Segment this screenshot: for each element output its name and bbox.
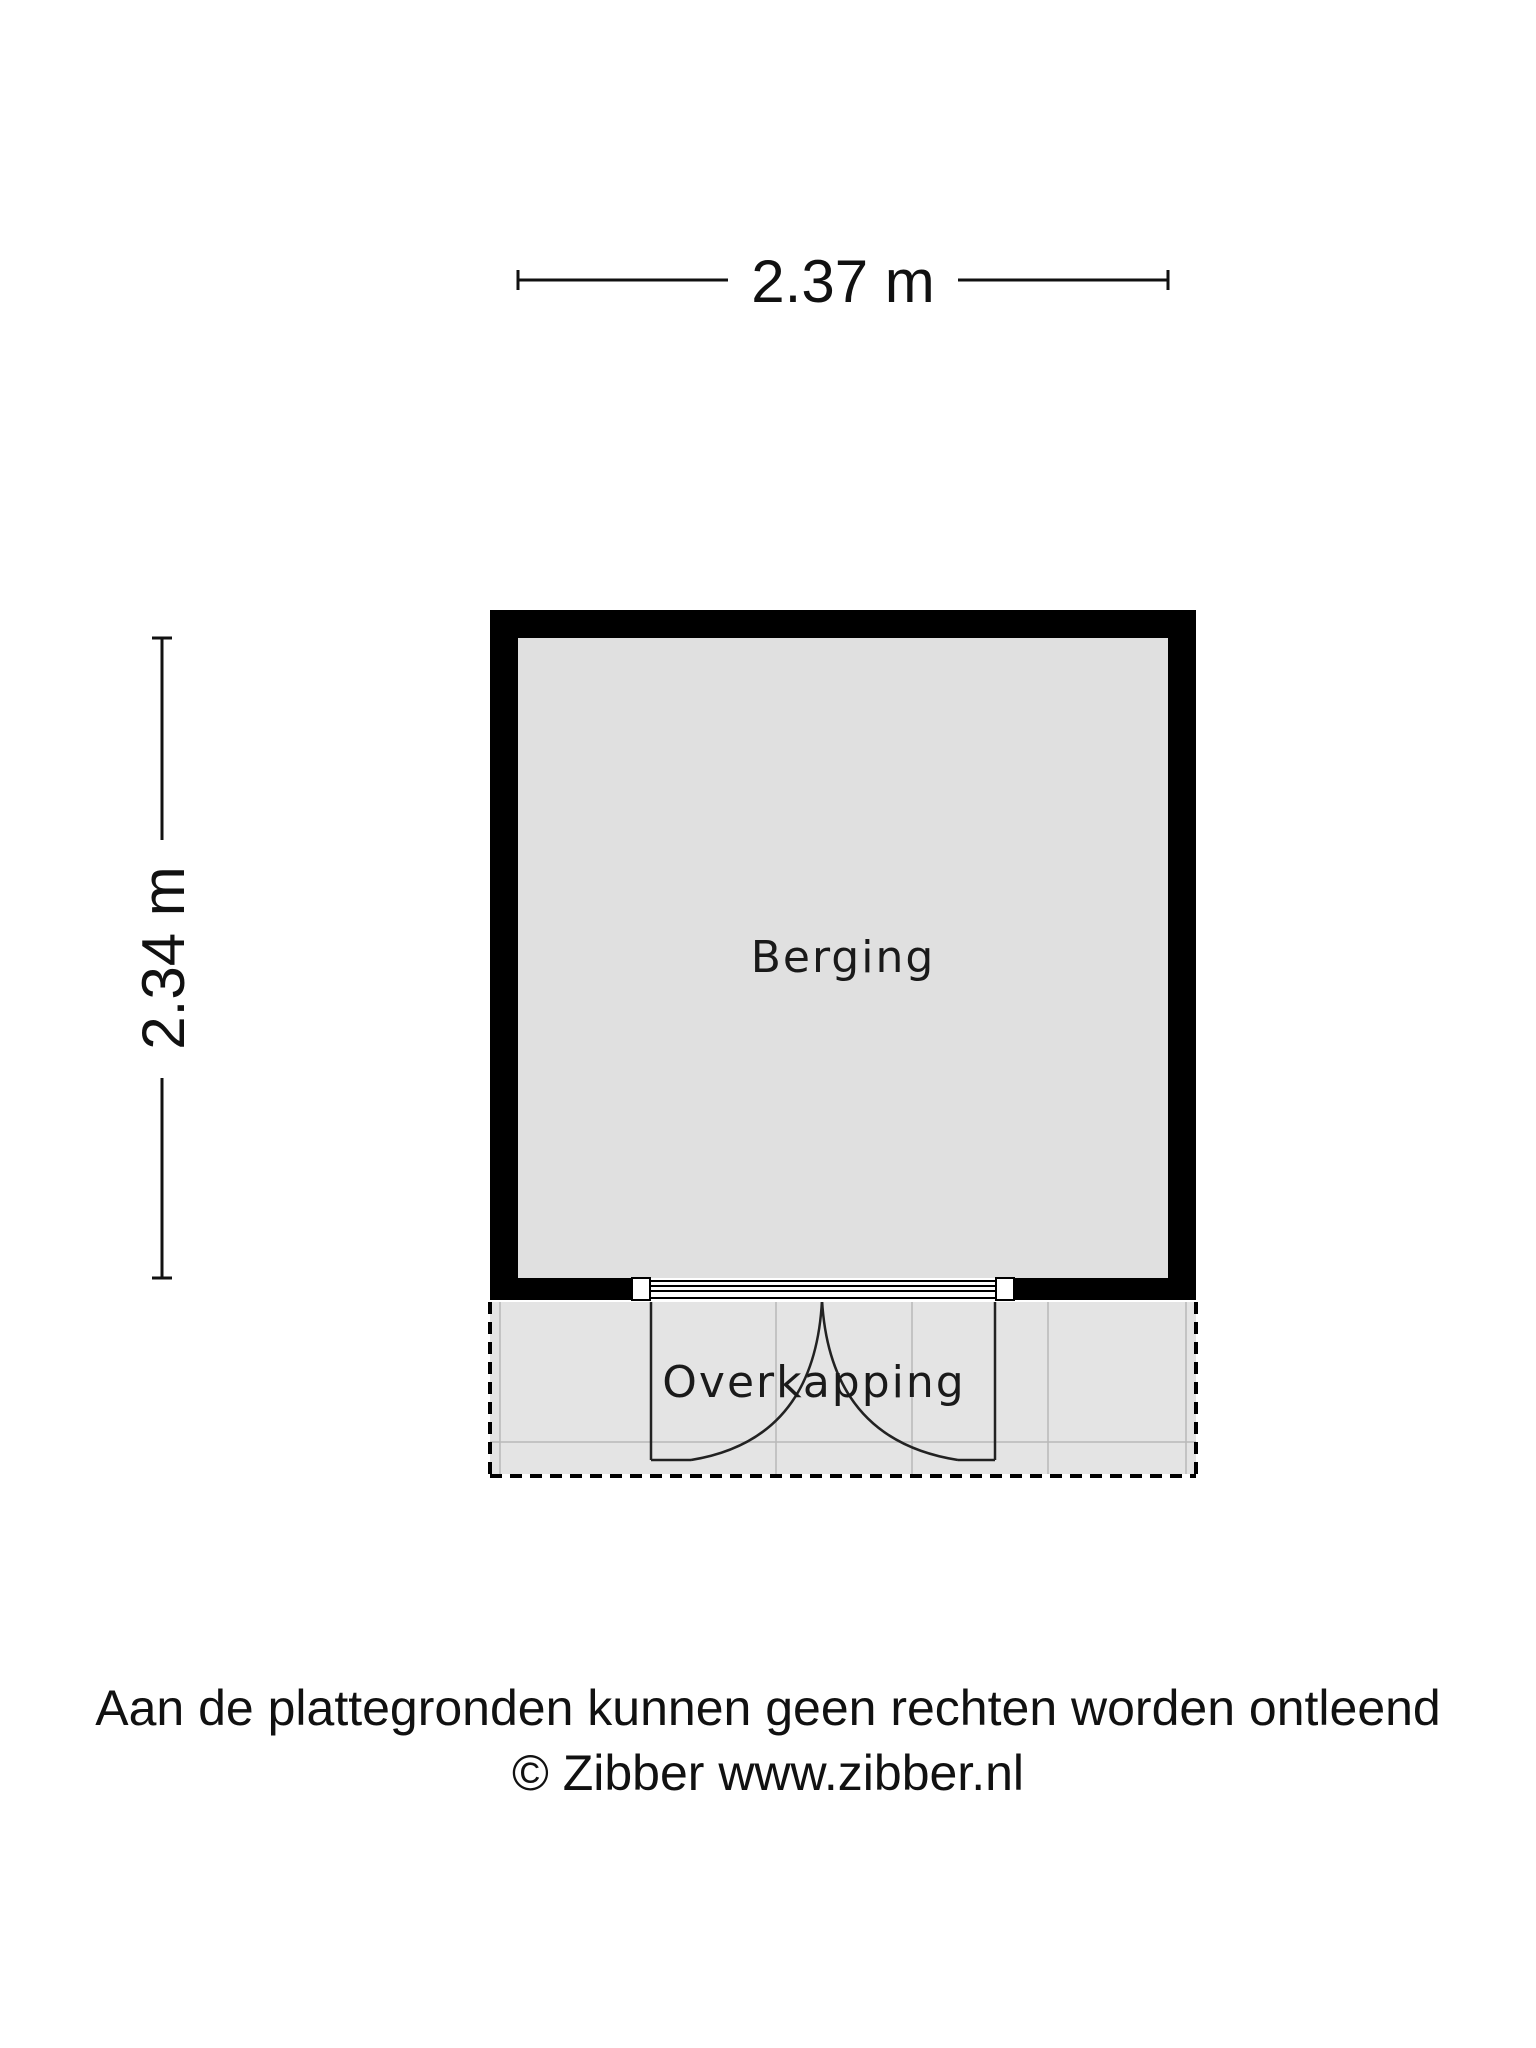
width-label: 2.37 m xyxy=(751,248,935,315)
covered-area-label: Overkapping xyxy=(662,1357,966,1408)
disclaimer-text: Aan de plattegronden kunnen geen rechten worden ontleend xyxy=(95,1680,1441,1736)
width-dimension xyxy=(518,248,1168,315)
copyright-text: © Zibber www.zibber.nl xyxy=(511,1745,1025,1801)
storage-room-label: Berging xyxy=(750,932,936,983)
storage-room xyxy=(490,610,1196,1302)
height-label: 2.34 m xyxy=(130,866,197,1050)
height-dimension xyxy=(130,638,197,1278)
covered-area xyxy=(490,1300,1196,1476)
